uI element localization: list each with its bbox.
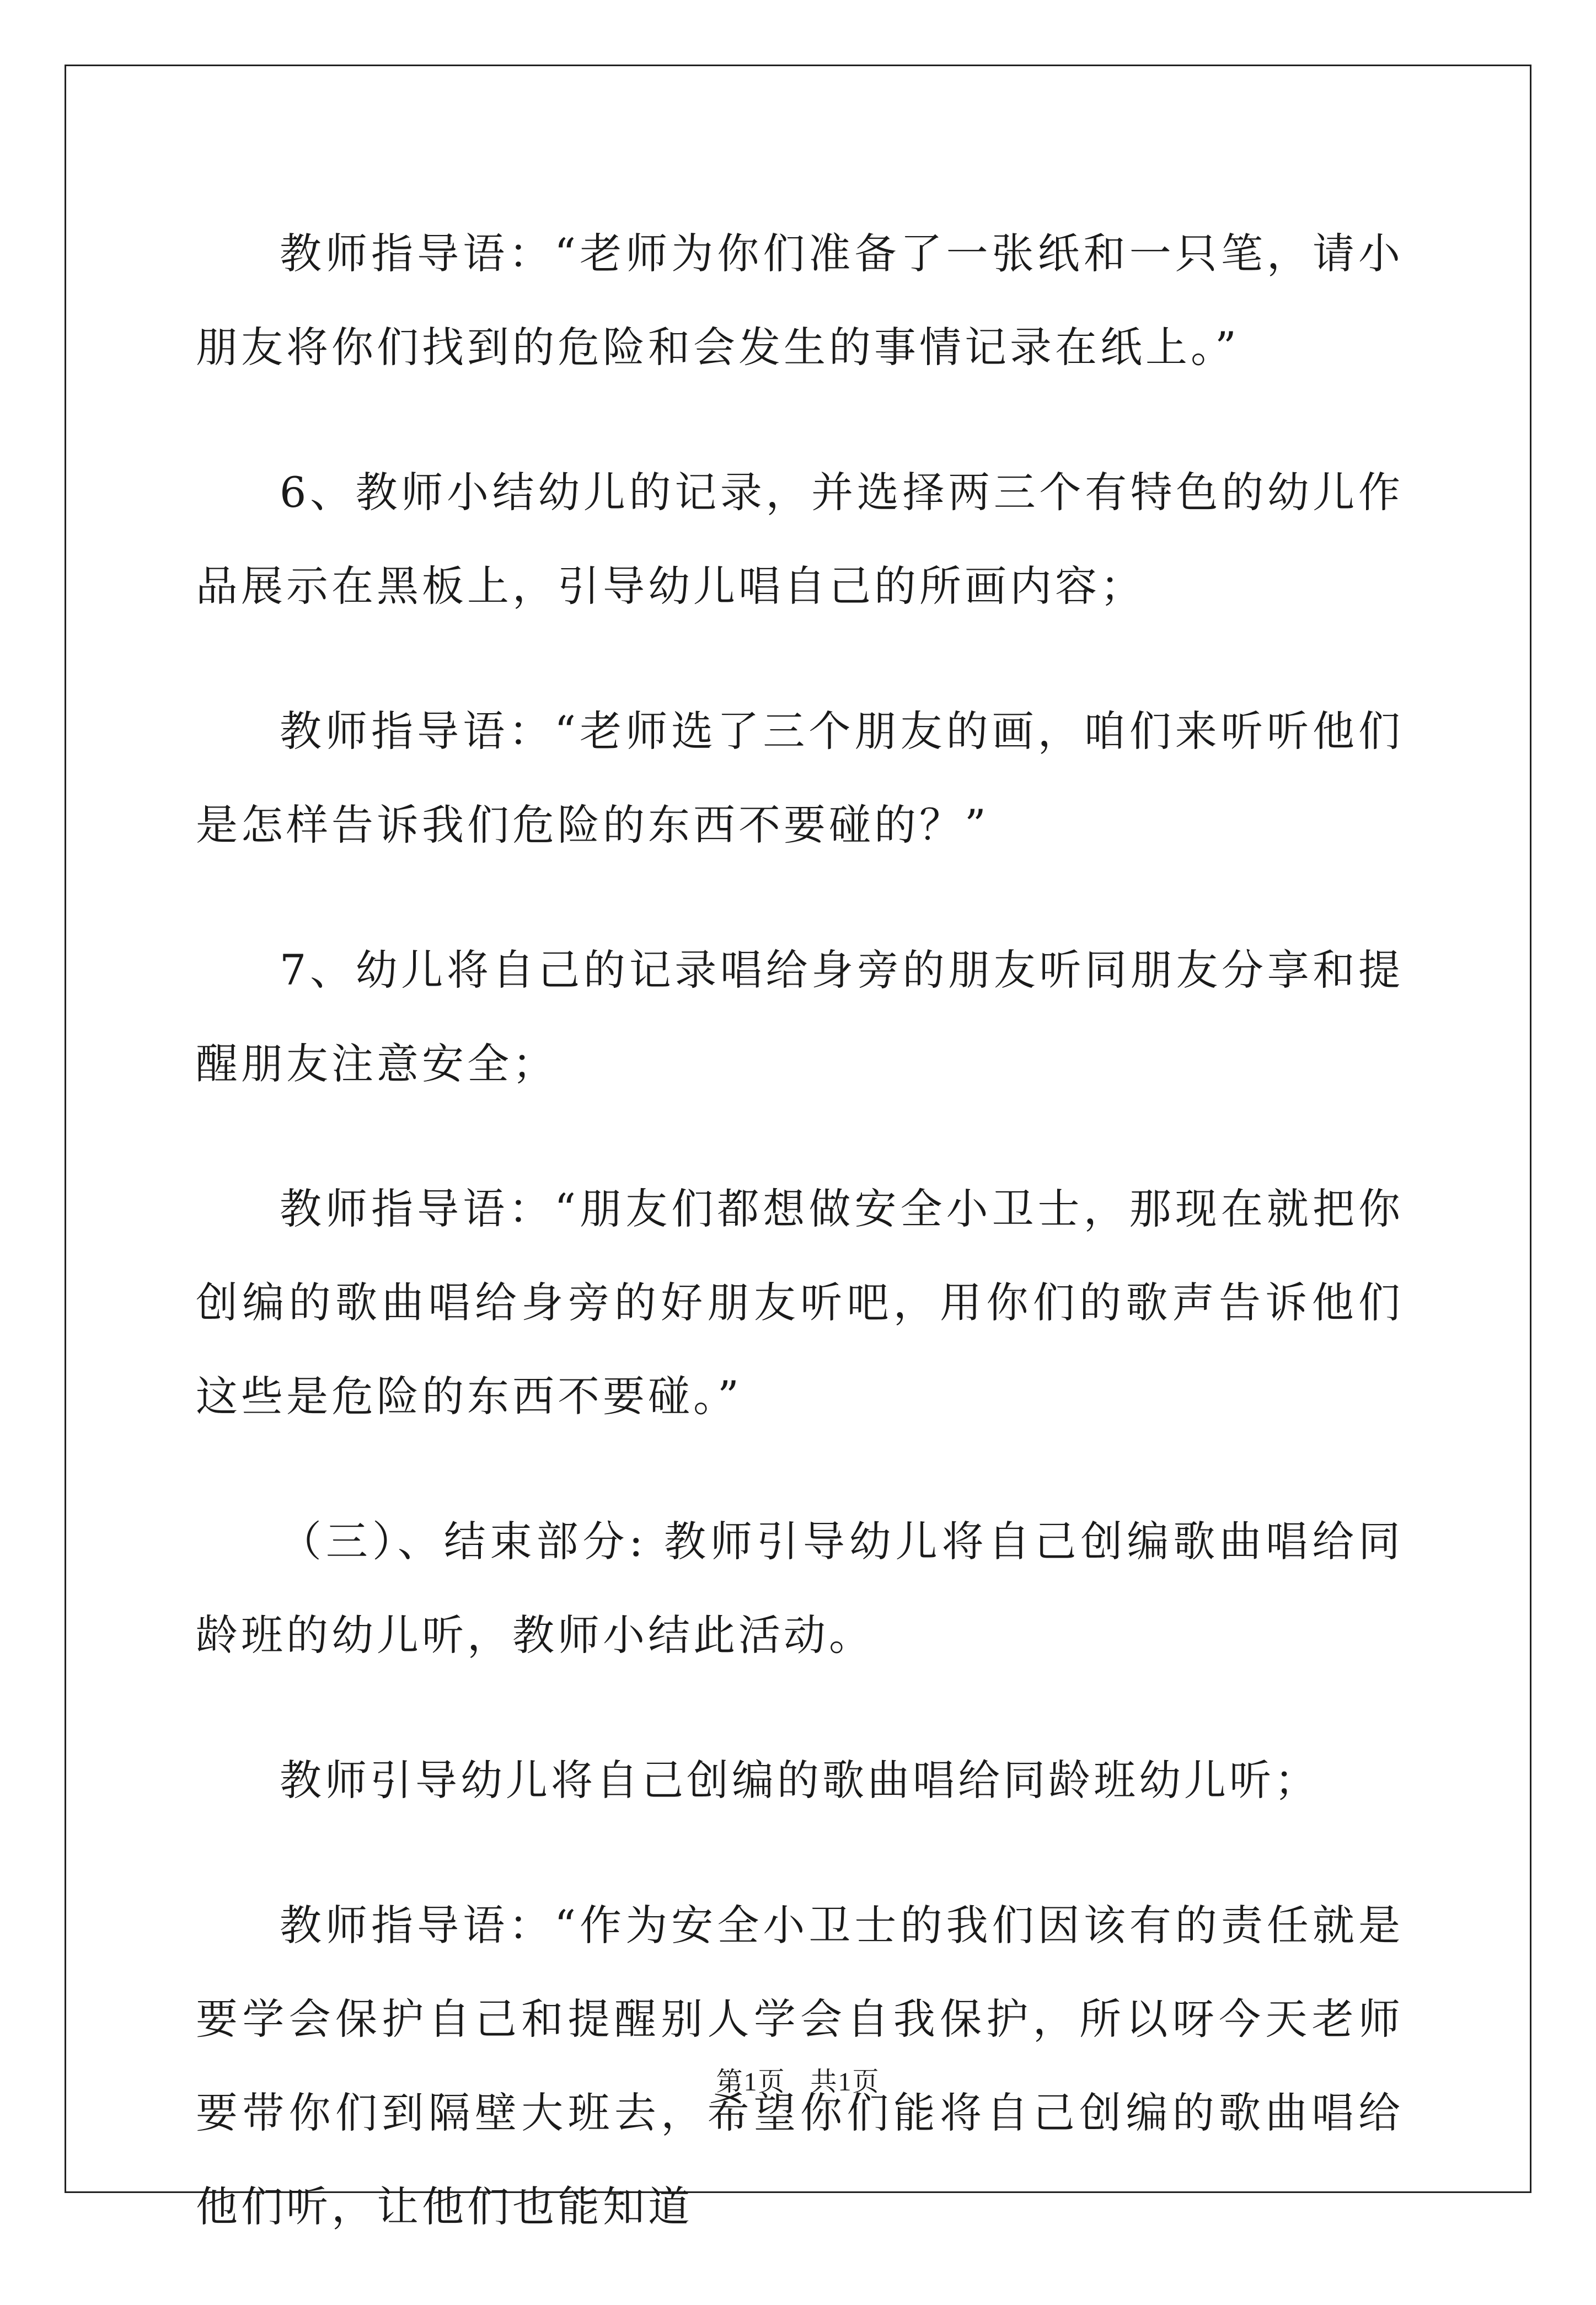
paragraph-4: 7、幼儿将自己的记录唱给身旁的朋友听同朋友分享和提醒朋友注意安全； bbox=[196, 945, 1404, 1088]
document-body bbox=[196, 207, 1404, 2305]
page-number: 第1页 bbox=[716, 2067, 786, 2097]
paragraph-5: 教师指导语：“朋友们都想做安全小卫士，那现在就把你创编的歌曲唱给身旁的好朋友听吧，用你们的歌声告诉他们这些是危险的东西不要碰。” bbox=[196, 1184, 1404, 1421]
paragraph-3: 教师指导语：“老师选了三个朋友的画，咱们来听听他们是怎样告诉我们危险的东西不要碰的？” bbox=[196, 707, 1404, 849]
paragraph-7: 教师引导幼儿将自己创编的歌曲唱给同龄班幼儿听； bbox=[280, 1756, 1320, 1805]
paragraph-6: （三）、结束部分: 教师引导幼儿将自己创编歌曲唱给同龄班的幼儿听，教师小结此活动。 bbox=[196, 1517, 1404, 1660]
paragraph-1: 教师指导语：“老师为你们准备了一张纸和一只笔，请小朋友将你们找到的危险和会发生的事情记录在纸上。” bbox=[196, 229, 1404, 372]
paragraph-8: 教师指导语：“作为安全小卫士的我们因该有的责任就是要学会保护自己和提醒别人学会自我保护，所以呀今天老师要带你们到隔壁大班去，希望你们能将自己创编的歌曲唱给他们听，让他们也能知道 bbox=[196, 1901, 1404, 2231]
page-total: 共1页 bbox=[810, 2067, 880, 2097]
paragraph-2: 6、教师小结幼儿的记录，并选择两三个有特色的幼儿作品展示在黑板上，引导幼儿唱自己的所画内容； bbox=[196, 468, 1404, 611]
page-footer bbox=[0, 2060, 1596, 2098]
